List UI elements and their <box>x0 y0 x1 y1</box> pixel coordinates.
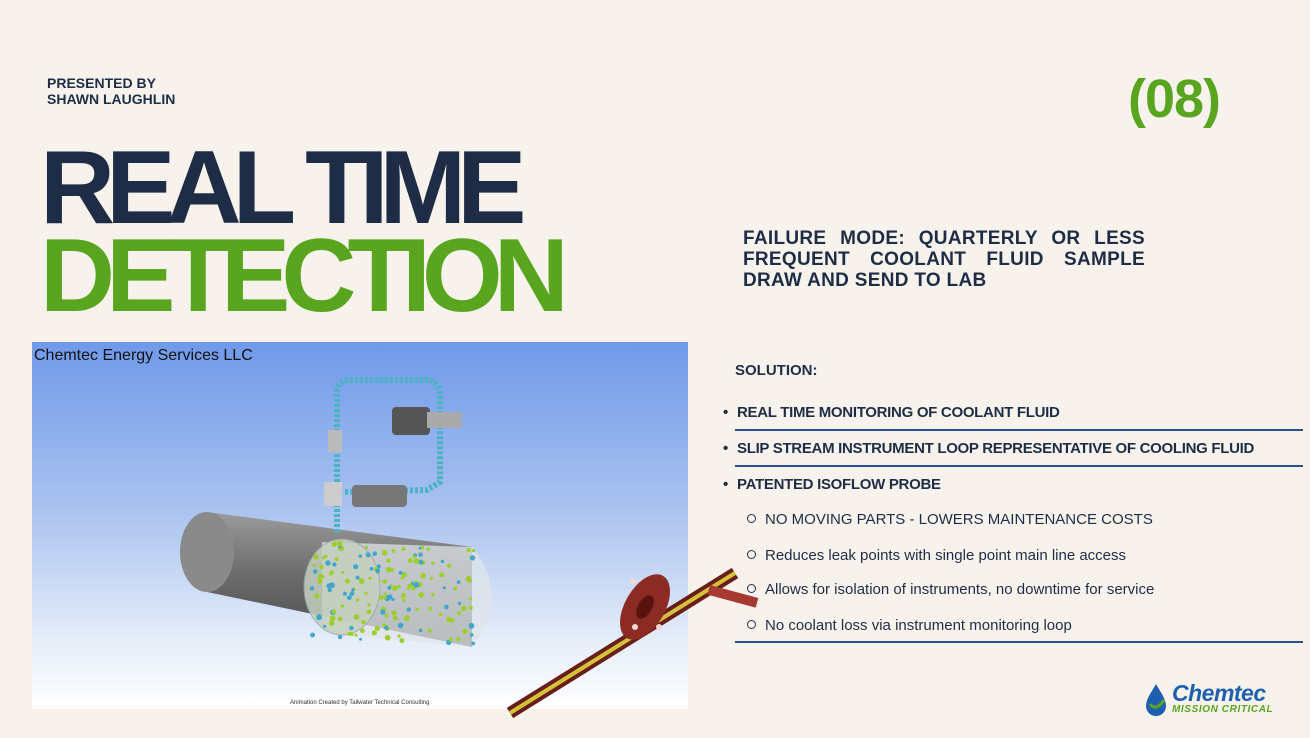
logo-tagline: MISSION CRITICAL <box>1172 704 1274 715</box>
particle <box>385 614 389 618</box>
particle <box>332 562 336 566</box>
particle <box>384 592 387 595</box>
title-line-2: DETECTION <box>40 218 560 334</box>
divider <box>735 641 1303 643</box>
particle <box>365 592 368 595</box>
particle <box>418 592 424 598</box>
particle <box>385 635 391 641</box>
particle <box>415 608 419 612</box>
sub-bullet: NO MOVING PARTS - LOWERS MAINTENANCE COSTS <box>747 511 1153 528</box>
circle-bullet-icon <box>747 620 756 629</box>
particle <box>414 558 420 564</box>
particle <box>447 564 451 568</box>
particle <box>318 574 322 578</box>
particle <box>391 610 396 615</box>
particle <box>345 579 350 584</box>
slide-number: (08) <box>1128 69 1221 129</box>
particle <box>461 606 466 611</box>
particle <box>310 586 314 590</box>
circle-bullet-icon <box>747 550 756 559</box>
particle <box>379 595 384 600</box>
particle <box>313 564 316 567</box>
particle <box>408 558 413 563</box>
particle <box>471 642 475 646</box>
particle <box>348 632 352 636</box>
particle <box>326 583 331 588</box>
particle <box>421 573 426 578</box>
presenter-name: SHAWN LAUGHLIN <box>47 91 176 107</box>
particle <box>354 614 360 620</box>
particle <box>407 587 410 590</box>
instrument-loop <box>337 380 440 532</box>
presenter-label: PRESENTED BY <box>47 75 156 91</box>
solution-heading: SOLUTION: <box>735 362 818 379</box>
particle <box>350 591 355 596</box>
particle <box>375 569 380 574</box>
particle <box>330 616 336 622</box>
particle <box>367 603 370 606</box>
particle <box>427 548 430 551</box>
particle <box>401 593 406 598</box>
particle <box>397 585 400 588</box>
particle <box>372 551 377 556</box>
particle <box>469 606 473 610</box>
particle <box>356 576 360 580</box>
isoflow-probe-image <box>505 555 765 720</box>
particle <box>335 557 339 561</box>
particle <box>453 586 457 590</box>
divider <box>735 429 1303 431</box>
particle <box>359 638 362 641</box>
particle <box>387 586 391 590</box>
particle <box>322 556 325 559</box>
particle <box>443 586 446 589</box>
particle <box>365 546 368 549</box>
sub-bullet: Allows for isolation of instruments, no downtime for service <box>747 581 1154 598</box>
media-credit: Animation Created by Tailwater Technical Consulting <box>290 700 430 706</box>
particle <box>414 582 420 588</box>
particle <box>341 604 345 608</box>
particle <box>367 609 372 614</box>
particle <box>462 629 467 634</box>
particle <box>457 580 461 584</box>
presenter-credit <box>47 75 175 107</box>
company-logo <box>1142 680 1292 716</box>
particle <box>360 628 365 633</box>
instrument-block <box>392 407 430 435</box>
particle <box>332 542 337 547</box>
particle <box>399 638 404 643</box>
particle <box>316 614 322 620</box>
drop-icon <box>1142 682 1170 716</box>
particle <box>467 548 471 552</box>
circle-bullet-icon <box>747 584 756 593</box>
particle <box>413 555 416 558</box>
particle <box>439 573 444 578</box>
particle <box>330 570 334 574</box>
particle <box>370 567 374 571</box>
particle <box>314 593 319 598</box>
particle <box>449 638 453 642</box>
particle <box>418 553 422 557</box>
particle <box>368 577 371 580</box>
particle <box>329 621 334 626</box>
particle <box>310 633 315 638</box>
particle <box>343 592 347 596</box>
solution-bullet: • PATENTED ISOFLOW PROBE <box>723 476 941 493</box>
particle <box>384 596 387 599</box>
particle <box>392 586 398 592</box>
particle <box>466 576 472 582</box>
sub-bullet: Reduces leak points with single point main line access <box>747 547 1126 564</box>
divider <box>735 465 1303 467</box>
particle <box>347 595 352 600</box>
particle <box>386 567 391 572</box>
particle <box>341 571 344 574</box>
particle <box>392 549 396 553</box>
particle <box>332 610 337 615</box>
particle <box>317 579 322 584</box>
failure-mode-text: FAILURE MODE: QUARTERLY OR LESS FREQUENT COOLANT FLUID SAMPLE DRAW AND SEND TO LAB <box>743 228 1145 291</box>
particle <box>402 547 406 551</box>
particle <box>421 546 425 550</box>
particle <box>351 588 354 591</box>
solution-bullet: • SLIP STREAM INSTRUMENT LOOP REPRESENTATIVE OF COOLING FLUID <box>723 440 1255 457</box>
particle <box>328 588 332 592</box>
particle <box>380 610 385 615</box>
particle <box>355 634 358 637</box>
particle <box>470 555 475 560</box>
particle <box>428 607 432 611</box>
particle <box>353 564 358 569</box>
particle <box>458 602 461 605</box>
particle <box>472 549 475 552</box>
bullet-text: PATENTED ISOFLOW PROBE <box>737 476 941 493</box>
particle <box>470 633 474 637</box>
particle <box>366 552 371 557</box>
particle <box>323 625 326 628</box>
particle <box>398 623 404 629</box>
particle <box>382 550 388 556</box>
logo-name: Chemtec <box>1172 680 1266 706</box>
particle <box>387 594 392 599</box>
particle <box>456 637 460 641</box>
particle <box>398 634 401 637</box>
particle <box>313 569 318 574</box>
particle <box>441 560 444 563</box>
particle <box>402 572 407 577</box>
bullet-text: SLIP STREAM INSTRUMENT LOOP REPRESENTATIVE OF COOLING FLUID <box>737 440 1255 457</box>
particle <box>375 626 380 631</box>
particle <box>337 541 343 547</box>
particle <box>338 617 343 622</box>
particle <box>338 635 342 639</box>
particle <box>469 597 472 600</box>
particle <box>407 607 411 611</box>
particle <box>428 629 432 633</box>
particle <box>386 559 390 563</box>
particle <box>402 599 405 602</box>
particle <box>439 613 443 617</box>
media-caption: Chemtec Energy Services LLC <box>34 347 253 364</box>
bullet-text: REAL TIME MONITORING OF COOLANT FLUID <box>737 404 1060 421</box>
particle <box>361 620 365 624</box>
particle <box>430 577 433 580</box>
solution-bullet: • REAL TIME MONITORING OF COOLANT FLUID <box>723 404 1060 421</box>
particle <box>325 560 330 565</box>
particle <box>319 565 323 569</box>
particle <box>457 611 461 615</box>
particle <box>349 626 353 630</box>
sub-bullet: No coolant loss via instrument monitoring loop <box>747 617 1072 634</box>
particle <box>431 562 434 565</box>
particle <box>384 626 388 630</box>
particle <box>359 555 362 558</box>
circle-bullet-icon <box>747 514 756 523</box>
particle <box>372 630 377 635</box>
title-line-1: REAL TIME <box>40 130 518 246</box>
particle <box>447 617 452 622</box>
particle <box>431 593 435 597</box>
particle <box>404 615 410 621</box>
particle <box>469 623 475 629</box>
particle <box>444 605 449 610</box>
particle <box>359 578 365 584</box>
particle <box>356 598 359 601</box>
particle <box>419 629 423 633</box>
particle <box>382 579 387 584</box>
particle <box>393 616 398 621</box>
particle <box>313 554 318 559</box>
